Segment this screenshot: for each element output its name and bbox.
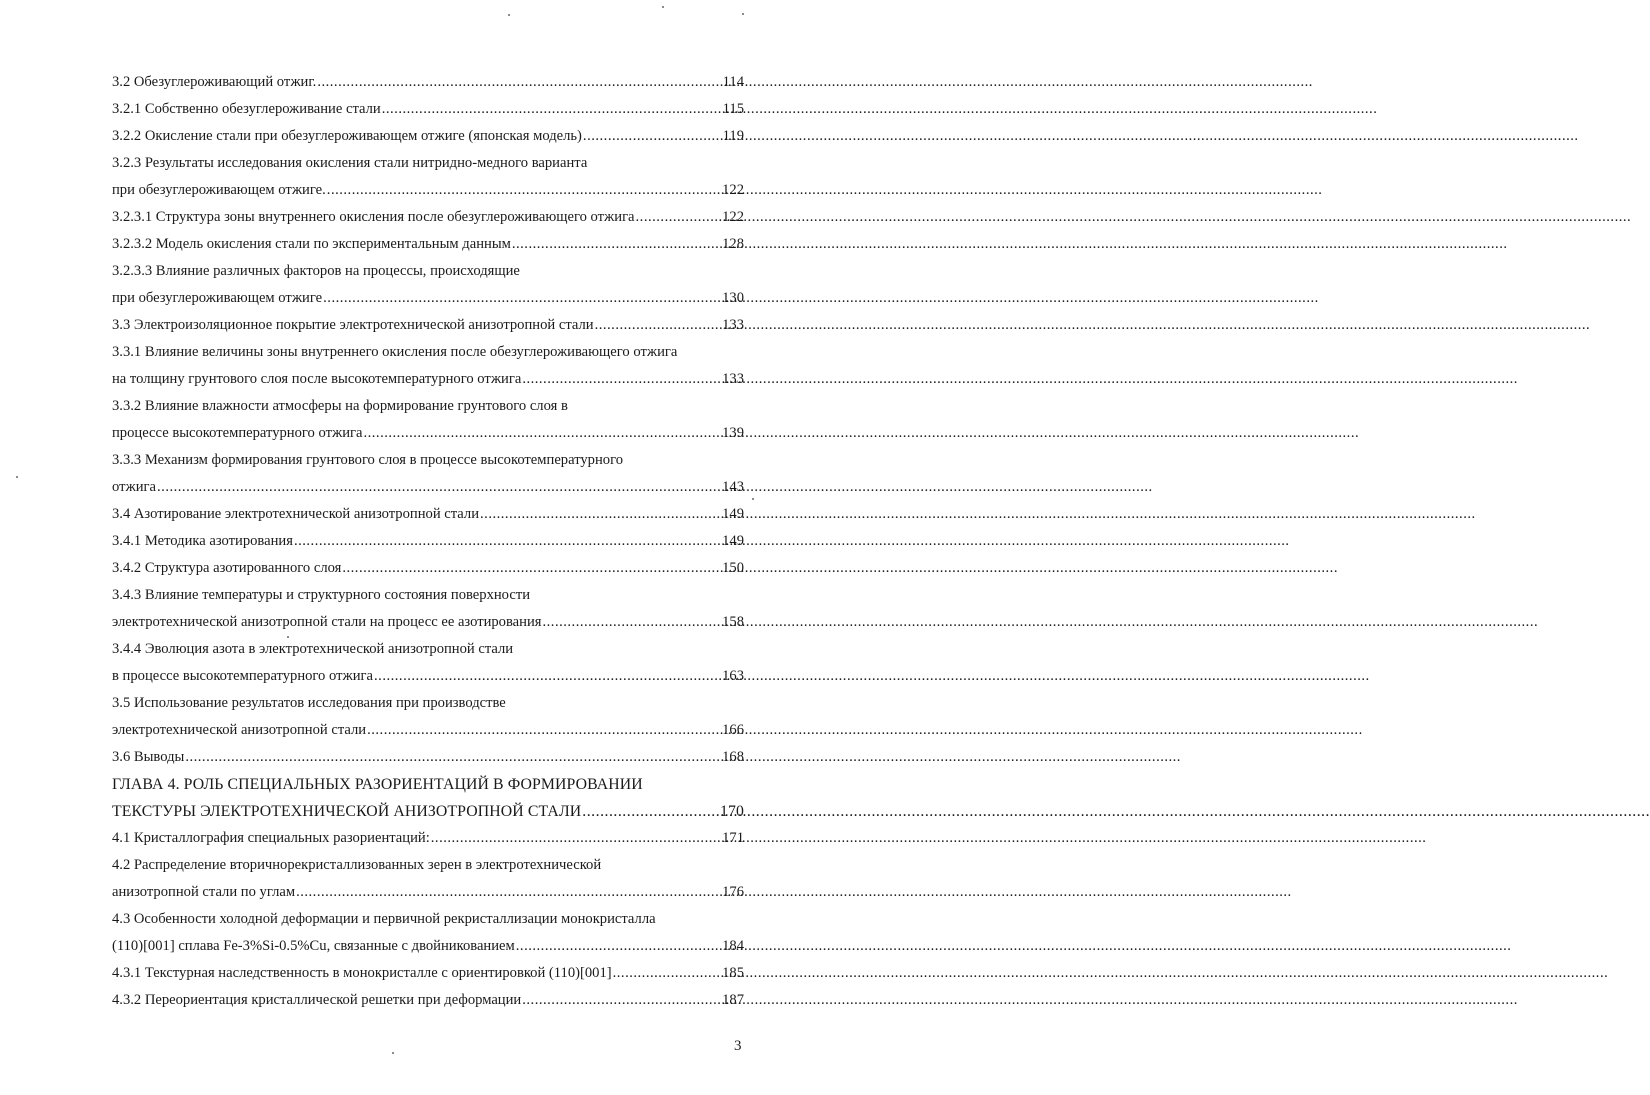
toc-line — [112, 879, 744, 906]
toc-line — [112, 258, 744, 285]
toc-line — [112, 663, 744, 690]
toc-line — [112, 609, 744, 636]
scan-speck — [752, 498, 754, 500]
toc-entry-title: 4.1 Кристаллография специальных разориентаций: — [112, 830, 430, 846]
toc-entry-title: (110)[001] сплава Fe-3%Si-0.5%Cu, связанные с двойникованием — [112, 938, 515, 954]
toc-line — [112, 474, 744, 501]
toc-line — [112, 69, 744, 96]
toc-entry-page: 185 — [722, 965, 744, 981]
dot-leader — [342, 555, 721, 582]
dot-leader — [636, 204, 722, 231]
toc-entry-page: 133 — [722, 317, 744, 333]
scan-speck — [287, 636, 289, 638]
toc-line — [112, 582, 744, 609]
dot-leader — [431, 825, 721, 852]
toc-entry-title: 4.3 Особенности холодной деформации и первичной рекристаллизации монокристалла — [112, 911, 656, 927]
toc-entry-title: 4.3.2 Переориентация кристаллической решетки при деформации — [112, 992, 522, 1008]
toc-entry-page: 122 — [722, 209, 744, 225]
toc-line — [112, 717, 744, 744]
toc-line — [112, 987, 744, 1014]
toc-entry-title: 3.6 Выводы — [112, 749, 185, 765]
toc-line — [112, 204, 744, 231]
toc-line — [112, 825, 744, 852]
toc-line — [112, 339, 744, 366]
toc-entry-page: 171 — [722, 830, 744, 846]
toc-entry-title: ТЕКСТУРЫ ЭЛЕКТРОТЕХНИЧЕСКОЙ АНИЗОТРОПНОЙ СТАЛИ — [112, 803, 582, 820]
toc-line — [112, 852, 744, 879]
toc-entry-title: процессе высокотемпературного отжига — [112, 425, 363, 441]
toc-line — [112, 528, 744, 555]
toc-entry-page: 184 — [722, 938, 744, 954]
scan-speck — [662, 6, 664, 8]
document-page — [0, 0, 797, 1095]
toc-entry-page: 139 — [722, 425, 744, 441]
page-number: 3 — [734, 1038, 742, 1054]
toc-entry-title: 3.2 Обезуглероживающий отжиг. — [112, 74, 317, 90]
toc-entry-title: анизотропной стали по углам — [112, 884, 296, 900]
toc-entry-page: 114 — [722, 74, 744, 90]
toc-entry-page: 170 — [720, 803, 744, 820]
toc-line — [112, 420, 744, 447]
toc-entry-title: 3.2.3.2 Модель окисления стали по экспериментальным данным — [112, 236, 511, 252]
dot-leader — [582, 798, 719, 825]
toc-entry-title: 3.4.4 Эволюция азота в электротехнической анизотропной стали — [112, 641, 514, 657]
dot-leader — [294, 528, 721, 555]
toc-chapter-line — [112, 798, 744, 825]
toc-entry-title: 3.5 Использование результатов исследования при производстве — [112, 695, 506, 711]
toc-entry-title: в процессе высокотемпературного отжига — [112, 668, 374, 684]
scan-speck — [392, 1052, 394, 1054]
toc-entry-page: 166 — [722, 722, 744, 738]
toc-line — [112, 96, 744, 123]
toc-line — [112, 447, 744, 474]
dot-leader — [583, 123, 722, 150]
toc-entry-title: 3.2.3 Результаты исследования окисления стали нитридно-медного варианта — [112, 155, 588, 171]
toc-entry-title: ГЛАВА 4. РОЛЬ СПЕЦИАЛЬНЫХ РАЗОРИЕНТАЦИЙ В ФОРМИРОВАНИИ — [112, 776, 643, 793]
dot-leader — [516, 933, 721, 960]
toc-entry-page: 119 — [722, 128, 744, 144]
toc-entry-title: 3.2.3.1 Структура зоны внутреннего окисления после обезуглероживающего отжига — [112, 209, 635, 225]
toc-entry-title: электротехнической анизотропной стали — [112, 722, 367, 738]
dot-leader — [522, 366, 721, 393]
dot-leader — [296, 879, 721, 906]
toc-line — [112, 906, 744, 933]
dot-leader — [480, 501, 721, 528]
toc-entry-page: 150 — [722, 560, 744, 576]
dot-leader — [185, 744, 721, 771]
toc-entry-page: 158 — [722, 614, 744, 630]
toc-entry-title: 3.3.1 Влияние величины зоны внутреннего окисления после обезуглероживающего отжига — [112, 344, 678, 360]
toc-entry-title: 3.2.3.3 Влияние различных факторов на процессы, происходящие — [112, 263, 520, 279]
toc-entry-title: на толщину грунтового слоя после высокотемпературного отжига — [112, 371, 522, 387]
toc-entry-page: 149 — [722, 506, 744, 522]
dot-leader — [374, 663, 721, 690]
toc-line — [112, 501, 744, 528]
toc-entry-title: 3.3.3 Механизм формирования грунтового слоя в процессе высокотемпературного — [112, 452, 624, 468]
toc-entry-title: электротехнической анизотропной стали на процесс ее азотирования — [112, 614, 542, 630]
toc-entry-page: 143 — [722, 479, 744, 495]
toc-entry-title: 3.4 Азотирование электротехнической анизотропной стали — [112, 506, 480, 522]
scan-speck — [508, 14, 510, 16]
toc-entry-title: при обезуглероживающем отжиге — [112, 290, 323, 306]
table-of-contents — [112, 69, 744, 1014]
toc-line — [112, 636, 744, 663]
toc-line — [112, 960, 744, 987]
dot-leader — [522, 987, 721, 1014]
toc-entry-title: при обезуглероживающем отжиге. — [112, 182, 326, 198]
toc-line — [112, 285, 744, 312]
toc-entry-page: 187 — [722, 992, 744, 1008]
toc-line — [112, 690, 744, 717]
toc-entry-page: 133 — [722, 371, 744, 387]
toc-entry-page: 176 — [722, 884, 744, 900]
toc-entry-page: 163 — [722, 668, 744, 684]
toc-line — [112, 123, 744, 150]
dot-leader — [595, 312, 722, 339]
dot-leader — [512, 231, 721, 258]
toc-entry-page: 149 — [722, 533, 744, 549]
dot-leader — [613, 960, 721, 987]
toc-entry-title: 4.3.1 Текстурная наследственность в монокристалле с ориентировкой (110)[001] — [112, 965, 612, 981]
toc-entry-page: 168 — [722, 749, 744, 765]
toc-entry-page: 115 — [722, 101, 744, 117]
toc-line — [112, 555, 744, 582]
toc-line — [112, 231, 744, 258]
dot-leader — [323, 285, 721, 312]
toc-entry-page: 130 — [722, 290, 744, 306]
dot-leader — [157, 474, 721, 501]
toc-entry-title: 3.3 Электроизоляционное покрытие электротехнической анизотропной стали — [112, 317, 594, 333]
dot-leader — [327, 177, 721, 204]
dot-leader — [363, 420, 721, 447]
toc-line — [112, 177, 744, 204]
toc-entry-title: 3.2.1 Собственно обезуглероживание стали — [112, 101, 381, 117]
scan-speck — [16, 476, 18, 478]
toc-entry-title: 3.3.2 Влияние влажности атмосферы на формирование грунтового слоя в — [112, 398, 568, 414]
dot-leader — [543, 609, 722, 636]
dot-leader — [382, 96, 722, 123]
toc-entry-page: 122 — [722, 182, 744, 198]
toc-line — [112, 366, 744, 393]
dot-leader — [367, 717, 721, 744]
toc-line — [112, 312, 744, 339]
toc-entry-title: 3.4.2 Структура азотированного слоя — [112, 560, 342, 576]
toc-entry-title: 4.2 Распределение вторичнорекристаллизованных зерен в электротехнической — [112, 857, 602, 873]
scan-speck — [742, 13, 744, 15]
dot-leader — [317, 69, 721, 96]
toc-entry-title: 3.2.2 Окисление стали при обезуглероживающем отжиге (японская модель) — [112, 128, 582, 144]
toc-line — [112, 933, 744, 960]
toc-entry-title: 3.4.1 Методика азотирования — [112, 533, 293, 549]
toc-entry-title: отжига — [112, 479, 157, 495]
toc-line — [112, 744, 744, 771]
toc-line — [112, 150, 744, 177]
toc-entry-page: 128 — [722, 236, 744, 252]
toc-line — [112, 393, 744, 420]
toc-entry-title: 3.4.3 Влияние температуры и структурного состояния поверхности — [112, 587, 531, 603]
toc-chapter-line — [112, 771, 744, 798]
